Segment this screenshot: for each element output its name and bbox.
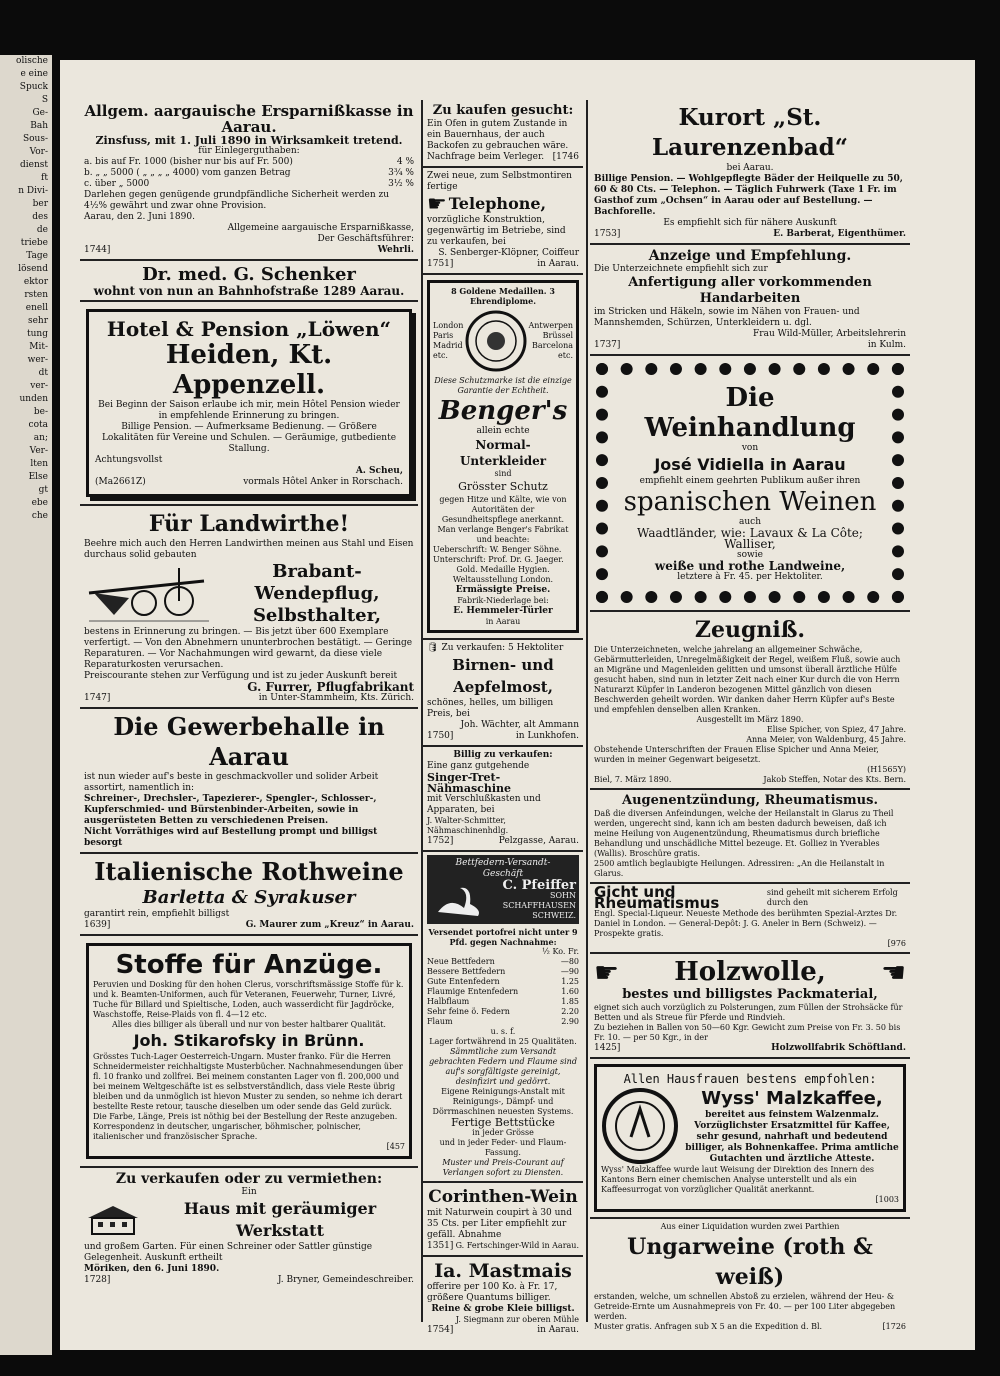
ad-headline: Fertige Bettstücke <box>451 1116 555 1129</box>
bettfedern-banner <box>427 855 579 924</box>
ad-number: [976 <box>887 939 906 948</box>
ad-mastmais <box>423 1257 583 1339</box>
ad-subtitle: bei Aarau. <box>726 163 774 173</box>
ad-body: ist nun wieder auf's beste in geschmackvoller und solider Arbeit assortirt, namentlich in: <box>84 772 379 793</box>
ad-title: Zeugniß. <box>694 617 806 643</box>
ad-number: 1351] <box>427 1241 454 1251</box>
ad-number: 1744] <box>84 245 111 255</box>
margin-fragment: olische <box>16 56 48 66</box>
margin-fragment: e eine <box>20 69 48 79</box>
ad-signer: Elise Spicher, von Spiez, 47 Jahre. <box>766 725 906 734</box>
ad-note: vormals Hôtel Anker in Rorschach. <box>243 477 403 487</box>
column-middle <box>423 100 583 1335</box>
ad-place: in Aarau <box>485 617 521 626</box>
banner-text: Geschäft <box>482 869 524 879</box>
ad-headline: Grösster Schutz <box>458 480 548 493</box>
city-label: Madrid <box>433 341 463 350</box>
ad-body: eignet sich auch vorzüglich zu Polsterungen, zum Füllen der Strohsäcke für Betten und als Streue für Pferde und Rindvieh. <box>594 1003 903 1022</box>
margin-fragment: cota <box>28 420 48 430</box>
price-value: 1.60 <box>561 987 579 996</box>
ad-body: Muster und Preis-Courant auf Verlangen sofort zu Diensten. <box>442 1158 564 1177</box>
ad-ungarweine <box>590 1219 910 1335</box>
ad-zeugniss <box>590 612 910 790</box>
ad-signer: Jakob Steffen, Notar des Kts. Bern. <box>763 775 906 784</box>
ad-naehmaschine <box>423 747 583 852</box>
ad-regards: Achtungsvollst <box>95 455 163 465</box>
ad-place: in Aarau. <box>537 1325 579 1335</box>
ad-body: Die Unterzeichneten, welche jahrelang an allgemeiner Schwäche, Gebärmutterleiden, Unregelmäßigkeit der Regel, weißem Fluß, sowie auch an Migräne und Magenleiden gelitten und umsonst überall ärztliche Hülfe gesucht haben, sind nun in letzter Zeit nach einer Kur durch die von Herrn Naturarzt Küpfer in Landeron bezogenen Mittel gänzlich von diesen Beschwerden geheilt worden. Wir danken daher Herrn Küpfer auf's Beste und empfehlen denselben allen Kranken. <box>594 645 901 714</box>
ad-number: 1751] <box>427 259 454 269</box>
city-label: etc. <box>433 351 448 360</box>
margin-fragment: Vor- <box>29 147 48 157</box>
ad-place: Heiden, Kt. Appenzell. <box>165 340 333 400</box>
ad-title: Italienische Rothweine <box>94 857 404 886</box>
ad-title: Hotel & Pension „Löwen“ <box>106 317 392 341</box>
margin-fragment: des <box>32 212 48 222</box>
ad-signer: E. Barberat, Eigenthümer. <box>773 229 906 239</box>
ad-title: Billig zu verkaufen: <box>453 750 553 760</box>
price-item: Neue Bettfedern <box>427 957 495 966</box>
ad-most <box>423 640 583 747</box>
ad-number: 1728] <box>84 1275 111 1285</box>
ad-place: SCHWEIZ. <box>532 911 576 920</box>
ad-title: Ia. Mastmais <box>434 1260 572 1282</box>
ad-augenentzuendung <box>590 790 910 884</box>
city-label: etc. <box>558 351 573 360</box>
column-left <box>80 100 418 1322</box>
ad-signer: J. Bryner, Gemeindeschreiber. <box>277 1275 414 1285</box>
ad-number: 1425] <box>594 1043 621 1053</box>
ad-code: (Ma2661Z) <box>95 477 146 487</box>
ad-word: Ein <box>241 1187 257 1197</box>
margin-fragment: Ver- <box>29 446 48 456</box>
ad-landwirthe <box>80 506 418 709</box>
ad-telephone <box>423 168 583 275</box>
ad-body: Zu beziehen in Ballen von 50—60 Kgr. Gewicht zum Preise von Fr. 3. 50 bis Fr. 10. — per 50 Kgr., in der <box>594 1023 901 1042</box>
ad-subtitle: allein echte <box>476 426 530 436</box>
ad-signer: Allgemeine aargauische Ersparnißkasse, <box>227 223 414 233</box>
ad-intro: Zu verkaufen: 5 Hektoliter <box>441 643 564 653</box>
ad-body: Bei Beginn der Saison erlaube ich mir, mein Hôtel Pension wieder in empfehlende Erinnerung zu bringen. <box>98 400 400 421</box>
ad-headline: spanischen Weinen <box>623 487 877 517</box>
ad-number: [1003 <box>875 1195 899 1204</box>
ad-title: Wyss' Malzkaffee, <box>701 1087 883 1109</box>
pointing-hand-icon: ☛ <box>594 955 620 989</box>
column-right <box>590 100 910 1331</box>
ad-signer: A. Scheu, <box>355 466 403 476</box>
ad-gewerbehalle <box>80 709 418 854</box>
price-row <box>427 1017 579 1027</box>
ad-body: schönes, helles, um billigen Preis, bei <box>427 698 554 719</box>
plough-illustration <box>84 563 214 625</box>
ad-signer: S. Senberger-Klöpner, Coiffeur <box>438 248 579 258</box>
ad-hotel-loewen <box>80 302 418 506</box>
ad-number: 1754] <box>427 1325 454 1335</box>
ad-subtitle: für Einlegerguthaben: <box>198 146 300 156</box>
product-name: Brabant-Wendepflug, <box>254 561 380 604</box>
ad-header: Allen Hausfrauen bestens empfohlen: <box>623 1072 877 1086</box>
ad-note: Diese Schutzmarke ist die einzige Garantie der Echtheit. <box>434 376 572 395</box>
ad-number: [1746 <box>552 152 579 162</box>
ad-body: Es empfiehlt sich für nähere Auskunft <box>663 218 837 228</box>
ad-body: mit Naturwein coupirt à 30 und 35 Cts. per Liter empfiehlt zur gefäll. Abnahme <box>427 1208 572 1240</box>
margin-fragment: lösend <box>18 264 48 274</box>
ad-gicht <box>590 884 910 954</box>
ad-title: Benger's <box>438 396 568 426</box>
ad-place: in Aarau. <box>537 259 579 269</box>
ad-note: Nicht Vorräthiges wird auf Bestellung prompt und billigst besorgt <box>84 827 378 848</box>
ad-ofen <box>423 100 583 168</box>
ad-body: Daß die diversen Anfeindungen, welche der Heilanstalt in Glarus zu Theil werden, ungerecht sind, kann ich am besten dadurch beweisen, daß ich meine Heilung von Augenentzündung, Rheumatismus durch briefliche Behandlung und unschädliche Mittel bezeuge. Et. Golliez in Yverables (Wallis). Broschüre gratis. <box>594 809 894 858</box>
margin-fragment: ft <box>41 173 48 183</box>
ad-body: bereitet aus feinstem Walzenmalz. Vorzüglichster Ersatzmittel für Kaffee, sehr gesund, nahrhaft und bedeutend billiger, als Bohnenkaffee. Prima amtliche Gutachten und ärztliche Atteste. <box>685 1109 899 1164</box>
city-label: London <box>433 321 464 330</box>
ad-body: Korrespondenz in deutscher, ungarischer, böhmischer, polnischer, italienischer und französischer Sprache. <box>93 1122 361 1141</box>
margin-fragment: Bah <box>30 121 48 131</box>
ad-body: garantirt rein, empfiehlt billigst <box>84 909 230 919</box>
ad-firm: C. Pfeiffer <box>502 878 576 893</box>
ad-headline: Haus mit geräumiger Werkstatt <box>183 1199 377 1240</box>
ad-body: letztere à Fr. 45. per Hektoliter. <box>677 572 823 582</box>
ad-subtitle: Barletta & Syrakuser <box>142 887 356 908</box>
ad-bettfedern <box>423 852 583 1183</box>
ad-body: sind geheilt mit sicherem Erfolg durch den <box>766 888 898 907</box>
ad-place: Biel, 7. März 1890. <box>594 775 672 784</box>
margin-fragment: ebe <box>31 498 48 508</box>
ad-body: Man verlange Benger's Fabrikat und beachte: <box>437 525 569 544</box>
ad-note: Nachfrage beim Verleger. <box>427 152 545 162</box>
margin-fragment: Sous- <box>22 134 48 144</box>
ad-signer: Wehrli. <box>377 245 414 255</box>
margin-fragment: Tage <box>26 251 48 261</box>
pointing-hand-icon: ☛ <box>880 955 906 989</box>
ad-subtitle: bestes und billigstes Packmaterial, <box>622 987 878 1002</box>
ad-body: Darlehen gegen genügende grundpfändliche Sicherheit werden zu 4½% gewährt und zwar ohne Provision. <box>84 190 390 211</box>
swan-illustration <box>430 882 486 920</box>
ad-number: 1750] <box>427 731 454 741</box>
margin-fragment: wer- <box>27 355 48 365</box>
ad-signer: G. Furrer, Pflugfabrikant <box>247 680 414 694</box>
house-illustration <box>84 1204 142 1236</box>
ad-date: Ausgestellt im März 1890. <box>696 715 804 724</box>
ad-corinthen <box>423 1183 583 1257</box>
price-value: —80 <box>560 957 579 966</box>
margin-fragment: Spuck <box>19 82 48 92</box>
ad-title: Birnen- und Aepfelmost, <box>452 656 554 696</box>
previous-page-edge <box>0 55 52 1355</box>
ad-number: 1639] <box>84 920 111 930</box>
margin-fragment: an; <box>33 433 48 443</box>
ad-title: Für Landwirthe! <box>148 511 350 537</box>
ad-body: erstanden, welche, um schnellen Abstoß zu erzielen, während der Heu- & Getreide-Ernte um Ausnahmepreis von Fr. 40. — per 100 Liter abgegeben werden. <box>594 1292 896 1321</box>
ad-title: Telephone, <box>448 194 547 213</box>
ad-signer: Anna Meier, von Waldenburg, 45 Jahre. <box>746 735 906 744</box>
ad-body: Muster gratis. Anfragen sub X 5 an die Expedition d. Bl. <box>594 1322 823 1331</box>
ad-body: offerire per 100 Ko. à Fr. 17, größere Quantums billiger. <box>427 1282 558 1303</box>
ad-firm: E. Hemmeler-Türler <box>453 606 553 616</box>
price-row <box>427 967 579 977</box>
ad-number: 1752] <box>427 836 454 846</box>
ad-body: und großem Garten. Für einen Schreiner oder Sattler günstige Gelegenheit. Auskunft ertheilt <box>84 1242 373 1263</box>
ad-number: 1737] <box>594 340 621 350</box>
ad-signer: Joh. Wächter, alt Ammann <box>460 720 579 730</box>
ad-place: in Lunkhofen. <box>515 731 579 741</box>
ad-body: Billige Pension. — Wohlgepflegte Bäder der Heilquelle zu 50, 60 & 80 Cts. — Telephon. — Täglich Fuhrwerk (Taxe 1 Fr. im Gasthof zum „Ochsen“ in Aarau oder auf Bestellung. — Bachforelle. <box>594 174 903 217</box>
ad-ersparnisskasse <box>80 100 418 261</box>
ad-body: Billige Pension. — Aufmerksame Bedienung. — Größere Lokalitäten für Vereine und Schulen. — Geräumige, gutbediente Stallung. <box>101 422 397 454</box>
ad-body: Lager fortwährend in 25 Qualitäten. <box>429 1037 577 1046</box>
ad-code: (H1565Y) <box>867 765 906 774</box>
ad-title: Allgem. aargauische Ersparnißkasse in Aarau. <box>84 102 414 136</box>
ad-headline: Anfertigung aller vorkommenden Handarbeiten <box>628 275 872 306</box>
ad-items: Schreiner-, Drechsler-, Tapezierer-, Spengler-, Schlosser-, Kupferschmied- und Bürstenbinder-Arbeiten, sowie in ausgerüsteten Betten zu verschiedenen Preisen. <box>84 794 377 826</box>
ad-medals: 8 Goldene Medaillen. 3 Ehrendiplome. <box>451 286 555 306</box>
ad-intro: Die Unterzeichnete empfiehlt sich zur <box>594 264 768 274</box>
ad-word: sowie <box>737 550 763 560</box>
ad-place: in Kulm. <box>867 340 906 350</box>
price-item: Bessere Bettfedern <box>427 967 506 976</box>
ad-signer: Frau Wild-Müller, Arbeitslehrerin <box>753 329 906 339</box>
margin-fragment: rsten <box>24 290 48 300</box>
ad-weinhandlung <box>590 356 910 612</box>
ad-body: gegen Hitze und Kälte, wie von Autoritäten der Gesundheitspflege anerkannt. <box>439 495 567 524</box>
ad-body: Ueberschrift: W. Benger Söhne. <box>433 545 562 554</box>
ad-body: Grösstes Tuch-Lager Oesterreich-Ungarn. Muster franko. Für die Herren Schneidermeister reichhaltigste Musterbücher. Nachnahmesendungen über fl. 10 franko und zollfrei. Bei meinem constanten Lager von fl. 200,000 und bei meinem Weltgeschäfte ist es selbstverständlich, dass viele Reste übrig bleiben und da unmöglich ist hievon Muster zu senden, so nehme ich derart bestellte Reste retour, tausche dieselben um oder sende das Geld zurück. Die Farbe, Länge, Preis ist nöthig bei der Bestellung der Reste anzugeben. <box>93 1052 403 1121</box>
city-label: Brüssel <box>542 331 573 340</box>
ad-benger <box>423 275 583 640</box>
banner-text: Bettfedern-Versandt- <box>455 858 551 868</box>
product-name: Singer-Tret-Nähmaschine <box>427 771 512 795</box>
ad-body: Obstehende Unterschriften der Frauen Elise Spicher und Anna Meier, wurden in meiner Gegenwart beigesetzt. <box>594 745 879 764</box>
product-name: Selbsthalter, <box>252 605 382 626</box>
ad-word: auch <box>739 517 761 527</box>
ad-title: Die Weinhandlung <box>644 383 856 443</box>
margin-fragment: Else <box>28 472 48 482</box>
ad-signer: J. Walter-Schmitter, Nähmaschinenhdlg. <box>427 816 509 835</box>
margin-fragment: be- <box>33 407 48 417</box>
ad-body: Eine ganz gutgehende <box>427 761 530 771</box>
city-label: Antwerpen <box>528 321 573 330</box>
ad-schenker <box>80 261 418 302</box>
ad-word: von <box>741 443 759 453</box>
ad-body: bestens in Erinnerung zu bringen. — Bis jetzt über 600 Exemplare verfertigt. — Von den Abnehmern ununterbrochen bestätigt. — Geringe Reparaturen. — Vor Nachahmungen wird gewarnt, da diese viele Reparaturkosten verursachen. <box>84 627 413 670</box>
ad-title: Corinthen-Wein <box>428 1187 578 1207</box>
ad-body: Ermässigte Preise. <box>455 585 551 595</box>
ad-body: wohnt von nun an Bahnhofstraße 1289 Aarau. <box>93 284 405 298</box>
price-value: 1.85 <box>561 997 579 1006</box>
margin-fragment: ektor <box>23 277 48 287</box>
ad-title: Kurort „St. Laurenzenbad“ <box>652 104 848 161</box>
price-item: Gute Entenfedern <box>427 977 500 986</box>
ad-headline: Zinsfuss, mit 1. Juli 1890 in Wirksamkeit tretend. <box>95 134 403 147</box>
ad-intro: Beehre mich auch den Herren Landwirthen meinen aus Stahl und Eisen durchaus solid gebauten <box>84 539 414 560</box>
ad-signer: Holzwollfabrik Schöftland. <box>771 1043 906 1053</box>
ad-note: u. s. f. <box>490 1027 516 1036</box>
price-value: —90 <box>560 967 579 976</box>
ad-signer: J. Siegmann zur oberen Mühle <box>455 1315 579 1324</box>
ad-body: Fabrik-Niederlage bei: <box>457 596 549 605</box>
ad-body: Unterschrift: Prof. Dr. G. Jaeger. <box>433 555 564 564</box>
ad-body: Preiscourante stehen zur Verfügung und ist zu jeder Auskunft bereit <box>84 671 398 681</box>
rate-row: c. über „ 5000 3½ % <box>84 179 414 189</box>
ad-date: Aarau, den 2. Juni 1890. <box>84 212 195 222</box>
ad-rothweine <box>80 854 418 936</box>
rate-table <box>84 157 414 190</box>
ad-number: [1726 <box>882 1322 906 1331</box>
ad-body: Waadtländer, wie: Lavaux & La Côte; Walliser, <box>637 526 863 551</box>
margin-fragment: dt <box>38 368 48 378</box>
ad-place: SCHAFFHAUSEN <box>502 901 576 910</box>
margin-fragment: ber <box>32 199 48 209</box>
ad-number: [457 <box>386 1142 405 1151</box>
margin-fragment: dienst <box>20 160 48 170</box>
rate-row: b. „ „ 5000 ( „ „ „ „ 4000) vom ganzen Betrag 3¾ % <box>84 168 414 178</box>
margin-fragment: unden <box>19 394 48 404</box>
ad-title: Augenentzündung, Rheumatismus. <box>622 793 878 808</box>
ad-place: in Unter-Stammheim, Kts. Zürich. <box>258 693 414 703</box>
ad-body: mit Verschlußkasten und Apparaten, bei <box>427 794 541 815</box>
margin-fragment: tung <box>27 329 48 339</box>
ad-body: weiße und rothe Landweine, <box>654 559 846 573</box>
ad-intro: Zwei neue, zum Selbstmontiren fertige <box>427 171 572 192</box>
ad-title: Anzeige und Empfehlung. <box>648 248 852 264</box>
price-unit: ½ Ko. Fr. <box>542 947 579 956</box>
ad-holzwolle <box>590 954 910 1059</box>
ad-body: Versendet portofrei nicht unter 9 Pfd. gegen Nachnahme: <box>428 927 578 947</box>
ad-body: vorzügliche Konstruktion, gegenwärtig im Betriebe, sind zu verkaufen, bei <box>427 215 566 247</box>
ad-malzkaffee <box>590 1059 910 1219</box>
margin-fragment: Ge- <box>32 108 48 118</box>
ad-title: Dr. med. G. Schenker <box>142 264 356 285</box>
price-value: 2.20 <box>561 1007 579 1016</box>
margin-fragment: n Divi- <box>18 186 48 196</box>
margin-fragment: triebe <box>20 238 48 248</box>
price-item: Halbflaum <box>427 997 470 1006</box>
ad-body: Sämmtliche zum Versandt gebrachten Federn und Flaume sind auf's sorgfältigste gereinigt, desinfizirt und gedörrt. <box>429 1047 577 1086</box>
price-value: 1.25 <box>561 977 579 986</box>
ad-body: Eigene Reinigungs-Anstalt mit Reinigungs-, Dämpf- und Dörrmaschinen neuesten Systems. <box>432 1087 574 1116</box>
ad-title: Holzwolle, <box>674 957 826 987</box>
ad-body: empfiehlt einem geehrten Publikum außer ihren <box>639 476 861 486</box>
ad-body: Engl. Special-Liqueur. Neueste Methode des berühmten Spezial-Arztes Dr. Daniel in London. — General-Depôt: J. G. Aneler in Bern (Schweiz). — Prospekte gratis. <box>594 909 898 938</box>
ad-body: Ein Ofen in gutem Zustande in ein Bauernhaus, der auch Backofen zu gebrauchen wäre. <box>427 119 569 151</box>
ad-handarbeiten <box>590 245 910 356</box>
margin-fragment: sehr <box>27 316 48 326</box>
column-rule <box>586 100 588 1322</box>
ad-body: und in jeder Feder- und Flaum-Fassung. <box>439 1138 567 1157</box>
margin-fragment: Mit- <box>29 342 48 352</box>
ad-title: Die Gewerbehalle in Aarau <box>113 712 385 771</box>
ad-place: Möriken, den 6. Juni 1890. <box>84 1264 220 1274</box>
rate-row: a. bis auf Fr. 1000 (bisher nur bis auf Fr. 500) 4 % <box>84 157 414 167</box>
newspaper-page <box>60 60 975 1350</box>
ad-body: Reine & grobe Kleie billigst. <box>431 1304 575 1314</box>
ad-signer: Der Geschäftsführer: <box>317 234 414 244</box>
ad-body: Peruvien und Dosking für den hohen Clerus, vorschriftsmässige Stoffe für k. und k. Beamten-Uniformen, auch für Veteranen, Feuerwehr, Turner, Livré, Tuche für Billard und Spieltische, Loden, auch wasserdicht für Jagdröcke, Waschstoffe, Reise-Plaids von fl. 4—12 etc. <box>93 980 404 1019</box>
price-table <box>427 957 579 1027</box>
ad-title: Zu verkaufen oder zu vermiethen: <box>115 1171 383 1187</box>
margin-fragment: enell <box>25 303 48 313</box>
margin-fragment: lten <box>30 459 48 469</box>
ad-number: 1753] <box>594 229 621 239</box>
ad-laurenzenbad <box>590 100 910 245</box>
ad-haus <box>80 1168 418 1289</box>
price-row <box>427 957 579 967</box>
ad-number: 1747] <box>84 693 111 703</box>
ad-firm: Joh. Stikarofsky in Brünn. <box>133 1031 365 1050</box>
ad-body: im Stricken und Häkeln, sowie im Nähen von Frauen- und Mannshemden, Schürzen, Unterkleidern u. dgl. <box>594 307 860 328</box>
ad-firm: SOHN <box>549 891 576 900</box>
pointing-hand-icon: ☛ <box>427 191 447 217</box>
ad-intro: Aus einer Liquidation wurden zwei Parthien <box>660 1222 840 1231</box>
city-label: Barcelona <box>532 341 573 350</box>
margin-fragment: che <box>31 511 48 521</box>
ad-title: Ungarweine (roth & weiß) <box>627 1234 873 1290</box>
product-name: Normal-Unterkleider <box>459 438 547 468</box>
ad-word: sind <box>494 469 512 478</box>
ad-title: Stoffe für Anzüge. <box>115 950 383 980</box>
price-row <box>427 997 579 1007</box>
price-row <box>427 977 579 987</box>
ad-body: in jeder Grösse <box>472 1128 534 1137</box>
price-item: Flaum <box>427 1017 453 1026</box>
ad-place: Pelzgasse, Aarau. <box>498 836 579 846</box>
margin-fragment: S <box>41 95 48 105</box>
ad-body: Alles dies billiger als überall und nur von bester haltbarer Qualität. <box>112 1020 386 1029</box>
ad-body: Wyss' Malzkaffee wurde laut Weisung der Direktion des Innern des Kantons Bern einer chemischen Analyse unterstellt und als ein Kaffeesurrogat von vorzüglicher Qualität anerkannt. <box>601 1165 875 1194</box>
ad-body: 2500 amtlich beglaubigte Heilungen. Adressiren: „An die Heilanstalt in Glarus. <box>594 859 885 878</box>
price-row <box>427 1007 579 1017</box>
price-item: Flaumige Entenfedern <box>427 987 519 996</box>
price-item: Sehr feine ö. Federn <box>427 1007 510 1016</box>
ad-signer: G. Fertschinger-Wild in Aarau. <box>455 1241 579 1250</box>
ad-stoffe <box>80 936 418 1168</box>
city-label: Paris <box>433 331 454 340</box>
trademark-seal <box>464 309 528 373</box>
ad-title: Gicht und Rheumatismus <box>594 883 720 912</box>
malzkaffee-logo <box>601 1087 679 1165</box>
margin-fragment: ver- <box>30 381 48 391</box>
ad-signer: G. Maurer zum „Kreuz“ in Aarau. <box>245 920 414 930</box>
ad-firm: José Vidiella in Aarau <box>654 455 846 474</box>
barrel-icon: 🛢 <box>427 643 439 653</box>
ad-body: Gold. Medaille Hygien. Weltausstellung London. <box>452 565 554 584</box>
price-value: 2.90 <box>561 1017 579 1026</box>
margin-fragment: gt <box>38 485 48 495</box>
price-row <box>427 987 579 997</box>
ad-title: Zu kaufen gesucht: <box>432 103 574 118</box>
margin-fragment: de <box>36 225 48 235</box>
